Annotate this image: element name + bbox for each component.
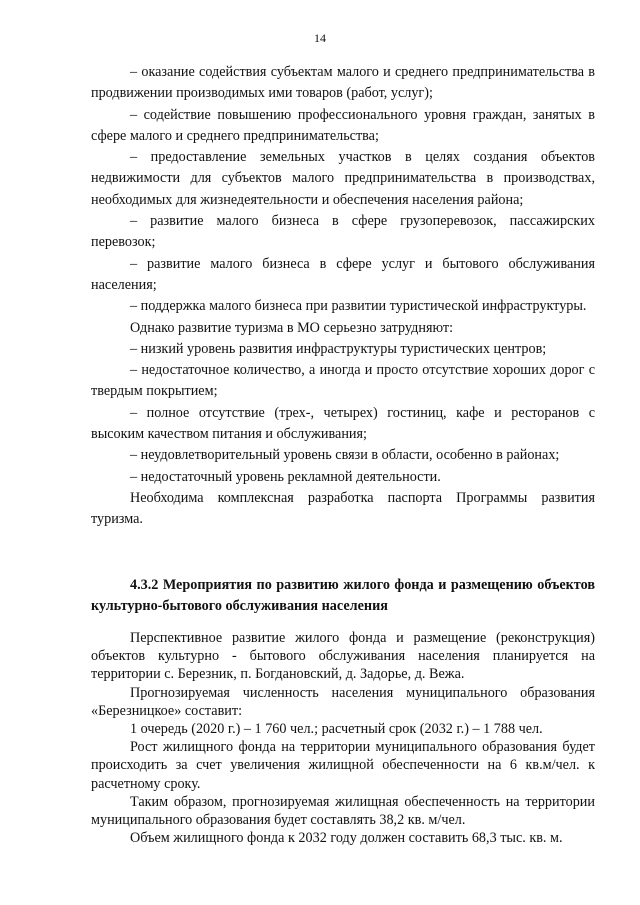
paragraph: 1 очередь (2020 г.) – 1 760 чел.; расчетный срок (2032 г.) – 1 788 чел. bbox=[130, 721, 543, 738]
paragraph: – недостаточное количество, а иногда и просто отсутствие хороших дорог с твердым покрытием; bbox=[91, 362, 595, 400]
paragraph: – предоставление земельных участков в целях создания объектов недвижимости для субъектов малого предпринимательства в производствах, необходимых для жизнедеятельности и обеспечения населения района; bbox=[91, 149, 595, 208]
paragraph: – развитие малого бизнеса в сфере услуг и бытового обслуживания населения; bbox=[91, 255, 595, 293]
paragraph: – низкий уровень развития инфраструктуры туристических центров; bbox=[130, 340, 547, 357]
paragraph: – поддержка малого бизнеса при развитии туристической инфраструктуры. bbox=[130, 298, 587, 315]
paragraph: – недостаточный уровень рекламной деятельности. bbox=[130, 468, 441, 485]
paragraph: – неудовлетворительный уровень связи в области, особенно в районах; bbox=[130, 447, 560, 464]
paragraph: Объем жилищного фонда к 2032 году должен составить 68,3 тыс. кв. м. bbox=[130, 830, 563, 847]
paragraph: Необходима комплексная разработка паспорта Программы развития туризма. bbox=[91, 489, 595, 528]
body-text-top bbox=[91, 62, 595, 531]
body-text-bottom bbox=[91, 629, 595, 847]
paragraph: – содействие повышению профессионального уровня граждан, занятых в сфере малого и среднего предпринимательства; bbox=[91, 106, 595, 144]
paragraph: – полное отсутствие (трех-, четырех) гостиниц, кафе и ресторанов с высоким качеством питания и обслуживания; bbox=[91, 404, 595, 443]
section-heading bbox=[91, 575, 595, 618]
paragraph: Прогнозируемая численность населения муниципального образования «Березницкое» составит: bbox=[91, 684, 595, 719]
page-number: 14 bbox=[314, 31, 326, 45]
section-number: 4.3.2 bbox=[130, 577, 159, 593]
section-title: Мероприятия по развитию жилого фонда и размещению объектов культурно-бытового обслуживания населения bbox=[91, 577, 595, 615]
paragraph: Рост жилищного фонда на территории муниципального образования будет происходить за счет увеличения жилищной обеспеченности на 6 кв.м/чел. к расчетному сроку. bbox=[91, 739, 595, 792]
paragraph: – развитие малого бизнеса в сфере грузоперевозок, пассажирских перевозок; bbox=[91, 213, 595, 251]
paragraph: Однако развитие туризма в МО серьезно затрудняют: bbox=[130, 319, 454, 336]
paragraph: Перспективное развитие жилого фонда и размещение (реконструкция) объектов культурно - бытового обслуживания населения планируется на территории с. Березник, п. Богдановский, д. Задорье, д. Вежа. bbox=[91, 630, 595, 683]
paragraph: Таким образом, прогнозируемая жилищная обеспеченность на территории муниципального образования будет составлять 38,2 кв. м/чел. bbox=[91, 793, 595, 829]
paragraph: – оказание содействия субъектам малого и среднего предпринимательства в продвижении производимых ими товаров (работ, услуг); bbox=[91, 64, 595, 102]
